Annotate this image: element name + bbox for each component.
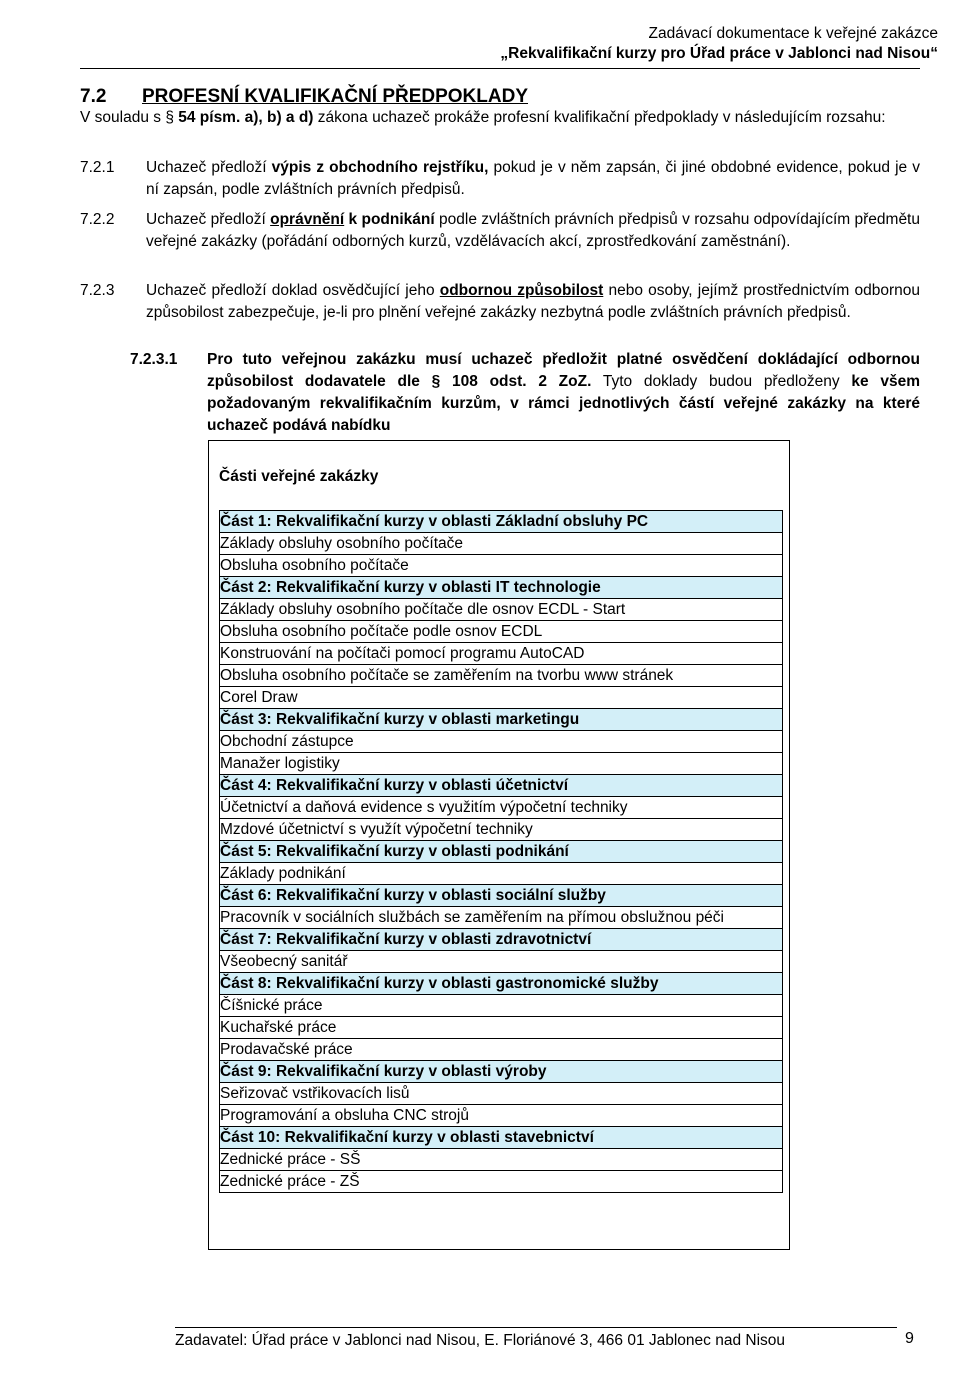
contract-part-row: Část 9: Rekvalifikační kurzy v oblasti výroby [219, 1060, 783, 1083]
course-row: Kuchařské práce [219, 1016, 783, 1039]
contract-part-row: Část 2: Rekvalifikační kurzy v oblasti IT technologie [219, 576, 783, 599]
requirement-7-2-1: 7.2.1 Uchazeč předloží výpis z obchodního rejstříku, pokud je v něm zapsán, či jiné obdobné evidence, pokud je v ní zapsán, podle zvláštních právních předpisů. [80, 159, 920, 198]
contract-parts-title: Části veřejné zakázky [219, 468, 379, 485]
contract-part-row: Část 6: Rekvalifikační kurzy v oblasti sociální služby [219, 884, 783, 907]
requirement-7-2-3-1: 7.2.3.1 Pro tuto veřejnou zakázku musí uchazeč předložit platné osvědčení dokládající odbornou způsobilost dodavatele dle § 108 odst. 2 ZoZ. Tyto doklady budou předloženy ke všem požadovaným rekvalifikačním kurzům, v rámci jednotlivých částí veřejné zakázky na které uchazeč podává nabídku [130, 351, 920, 434]
item-number: 7.2.3.1 [130, 351, 178, 368]
section-number: 7.2 [80, 86, 107, 107]
contract-parts-table [219, 511, 783, 1193]
course-row: Základy obsluhy osobního počítače dle osnov ECDL - Start [219, 598, 783, 621]
contract-parts-box [208, 440, 790, 1250]
course-row: Konstruování na počítači pomocí programu AutoCAD [219, 642, 783, 665]
contract-part-row: Část 1: Rekvalifikační kurzy v oblasti Základní obsluhy PC [219, 510, 783, 533]
course-row: Obchodní zástupce [219, 730, 783, 753]
item-number: 7.2.1 [80, 159, 115, 176]
course-row: Obsluha osobního počítače podle osnov ECDL [219, 620, 783, 643]
contract-part-row: Část 4: Rekvalifikační kurzy v oblasti účetnictví [219, 774, 783, 797]
course-row: Seřizovač vstřikovacích lisů [219, 1082, 783, 1105]
intro-paragraph: V souladu s § 54 písm. a), b) a d) zákona uchazeč prokáže profesní kvalifikační předpoklady v následujícím rozsahu: [80, 109, 886, 126]
course-row: Účetnictví a daňová evidence s využitím výpočetní techniky [219, 796, 783, 819]
header-divider [80, 68, 920, 69]
course-row: Mzdové účetnictví s využít výpočetní techniky [219, 818, 783, 841]
document-header-subtitle: „Rekvalifikační kurzy pro Úřad práce v Jablonci nad Nisou“ [500, 45, 938, 62]
page-number: 9 [905, 1330, 914, 1347]
contract-part-row: Část 10: Rekvalifikační kurzy v oblasti stavebnictví [219, 1126, 783, 1149]
course-row: Manažer logistiky [219, 752, 783, 775]
section-heading [80, 86, 528, 108]
paragraph-sign: § [165, 109, 174, 126]
course-row: Zednické práce - ZŠ [219, 1170, 783, 1193]
course-row: Zednické práce - SŠ [219, 1148, 783, 1171]
course-row: Obsluha osobního počítače se zaměřením na tvorbu www stránek [219, 664, 783, 687]
footer-divider [175, 1327, 897, 1328]
course-row: Programování a obsluha CNC strojů [219, 1104, 783, 1127]
course-row: Corel Draw [219, 686, 783, 709]
contract-part-row: Část 7: Rekvalifikační kurzy v oblasti zdravotnictví [219, 928, 783, 951]
contract-part-row: Část 3: Rekvalifikační kurzy v oblasti marketingu [219, 708, 783, 731]
item-number: 7.2.3 [80, 282, 115, 299]
requirement-7-2-2: 7.2.2 Uchazeč předloží oprávnění k podnikání podle zvláštních právních předpisů v rozsahu odpovídajícím předmětu veřejné zakázky (pořádání odborných kurzů, vzdělávacích akcí, zprostředkování zaměstnání). [80, 211, 920, 250]
contract-part-row: Část 5: Rekvalifikační kurzy v oblasti podnikání [219, 840, 783, 863]
paragraph-sign: § [431, 373, 441, 390]
item-number: 7.2.2 [80, 211, 115, 228]
requirement-7-2-3: 7.2.3 Uchazeč předloží doklad osvědčující jeho odbornou způsobilost nebo osoby, jejímž prostřednictvím odbornou způsobilost zabezpečuje, je-li pro plnění veřejné zakázky nezbytná podle zvláštních právních předpisů. [80, 282, 920, 321]
course-row: Pracovník v sociálních službách se zaměřením na přímou obslužnou péči [219, 906, 783, 929]
course-row: Základy podnikání [219, 862, 783, 885]
course-row: Prodavačské práce [219, 1038, 783, 1061]
footer-address: Zadavatel: Úřad práce v Jablonci nad Nisou, E. Floriánové 3, 466 01 Jablonec nad Nisou [175, 1332, 786, 1349]
section-title: PROFESNÍ KVALIFIKAČNÍ PŘEDPOKLADY [142, 86, 529, 107]
course-row: Všeobecný sanitář [219, 950, 783, 973]
course-row: Číšnické práce [219, 994, 783, 1017]
contract-part-row: Část 8: Rekvalifikační kurzy v oblasti gastronomické služby [219, 972, 783, 995]
course-row: Základy obsluhy osobního počítače [219, 532, 783, 555]
document-header-title: Zadávací dokumentace k veřejné zakázce [648, 25, 938, 42]
course-row: Obsluha osobního počítače [219, 554, 783, 577]
